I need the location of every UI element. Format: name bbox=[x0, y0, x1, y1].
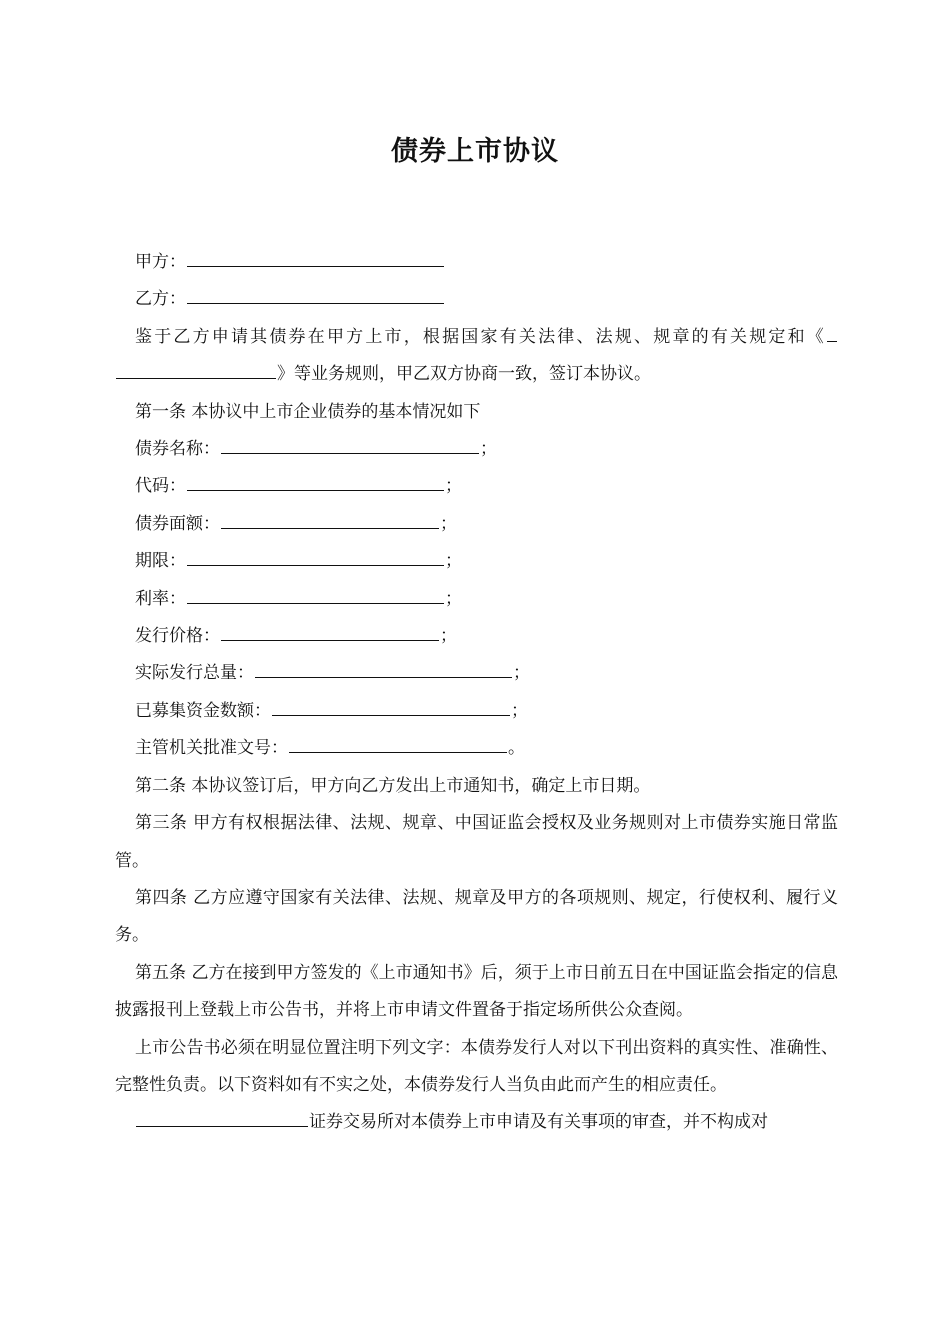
term-line bbox=[115, 543, 838, 580]
price-label: 发行价格： bbox=[135, 626, 220, 647]
party-b-blank[interactable] bbox=[187, 286, 444, 305]
amount-label: 债券面额： bbox=[135, 513, 220, 534]
price-blank[interactable] bbox=[221, 622, 439, 641]
rate-end: ； bbox=[445, 588, 462, 609]
raised-blank[interactable] bbox=[272, 697, 510, 716]
raised-label: 已募集资金数额： bbox=[135, 700, 271, 721]
rate-line bbox=[115, 581, 838, 618]
rate-blank[interactable] bbox=[187, 585, 444, 604]
code-end: ； bbox=[445, 476, 462, 497]
approval-end: 。 bbox=[508, 738, 525, 759]
article-5: 第五条 乙方在接到甲方签发的《上市通知书》后，须于上市日前五日在中国证监会指定的信息披露报刊上登载上市公告书，并将上市申请文件置备于指定场所供公众查阅。 bbox=[115, 962, 838, 1021]
approval-label: 主管机关批准文号： bbox=[135, 738, 288, 759]
code-label: 代码： bbox=[135, 476, 186, 497]
code-blank[interactable] bbox=[187, 473, 444, 492]
amount-line bbox=[115, 506, 838, 543]
bond-name-blank[interactable] bbox=[221, 435, 479, 454]
preamble-text-1: 鉴于乙方申请其债券在甲方上市，根据国家有关法律、法规、规章的有关规定和《 bbox=[135, 326, 826, 347]
price-end: ； bbox=[440, 626, 457, 647]
exchange-text: 证券交易所对本债券上市申请及有关事项的审查，并不构成对 bbox=[309, 1112, 768, 1133]
term-end: ； bbox=[445, 551, 462, 572]
bond-name-label: 债券名称： bbox=[135, 439, 220, 460]
raised-line bbox=[115, 693, 838, 730]
bond-name-line bbox=[115, 431, 838, 468]
amount-end: ； bbox=[440, 513, 457, 534]
party-b-label: 乙方： bbox=[135, 289, 186, 310]
term-label: 期限： bbox=[135, 551, 186, 572]
article-1-heading: 第一条 本协议中上市企业债券的基本情况如下 bbox=[135, 401, 481, 422]
party-a-blank[interactable] bbox=[187, 248, 444, 267]
total-line bbox=[115, 655, 838, 692]
approval-line bbox=[115, 730, 838, 767]
total-end: ； bbox=[513, 663, 530, 684]
rate-label: 利率： bbox=[135, 588, 186, 609]
notice-paragraph: 上市公告书必须在明显位置注明下列文字：本债券发行人对以下刊出资料的真实性、准确性、完整性负责。以下资料如有不实之处，本债券发行人当负由此而产生的相应责任。 bbox=[115, 1037, 838, 1095]
document-title: 债券上市协议 bbox=[391, 136, 559, 167]
document-body bbox=[115, 244, 838, 1142]
party-a-line bbox=[115, 244, 838, 281]
preamble-text-2: 》等业务规则，甲乙双方协商一致，签订本协议。 bbox=[277, 364, 651, 385]
article-2: 第二条 本协议签订后，甲方向乙方发出上市通知书，确定上市日期。 bbox=[135, 775, 651, 796]
exchange-name-blank[interactable] bbox=[136, 1109, 308, 1128]
total-label: 实际发行总量： bbox=[135, 663, 254, 684]
article-3: 第三条 甲方有权根据法律、法规、规章、中国证监会授权及业务规则对上市债券实施日常监管。 bbox=[115, 813, 838, 871]
preamble-paragraph bbox=[115, 319, 838, 394]
article-4: 第四条 乙方应遵守国家有关法律、法规、规章及甲方的各项规则、规定，行使权利、履行义务。 bbox=[115, 887, 838, 946]
term-blank[interactable] bbox=[187, 547, 444, 566]
raised-end: ； bbox=[511, 700, 528, 721]
amount-blank[interactable] bbox=[221, 510, 439, 529]
code-line bbox=[115, 468, 838, 505]
approval-blank[interactable] bbox=[289, 734, 507, 753]
exchange-paragraph bbox=[115, 1104, 838, 1141]
price-line bbox=[115, 618, 838, 655]
party-a-label: 甲方： bbox=[135, 252, 186, 272]
bond-name-end: ； bbox=[480, 439, 497, 460]
rules-name-blank-a[interactable] bbox=[827, 323, 837, 342]
party-b-line bbox=[115, 281, 838, 318]
rules-name-blank-b[interactable] bbox=[116, 360, 276, 379]
total-blank[interactable] bbox=[255, 660, 512, 679]
